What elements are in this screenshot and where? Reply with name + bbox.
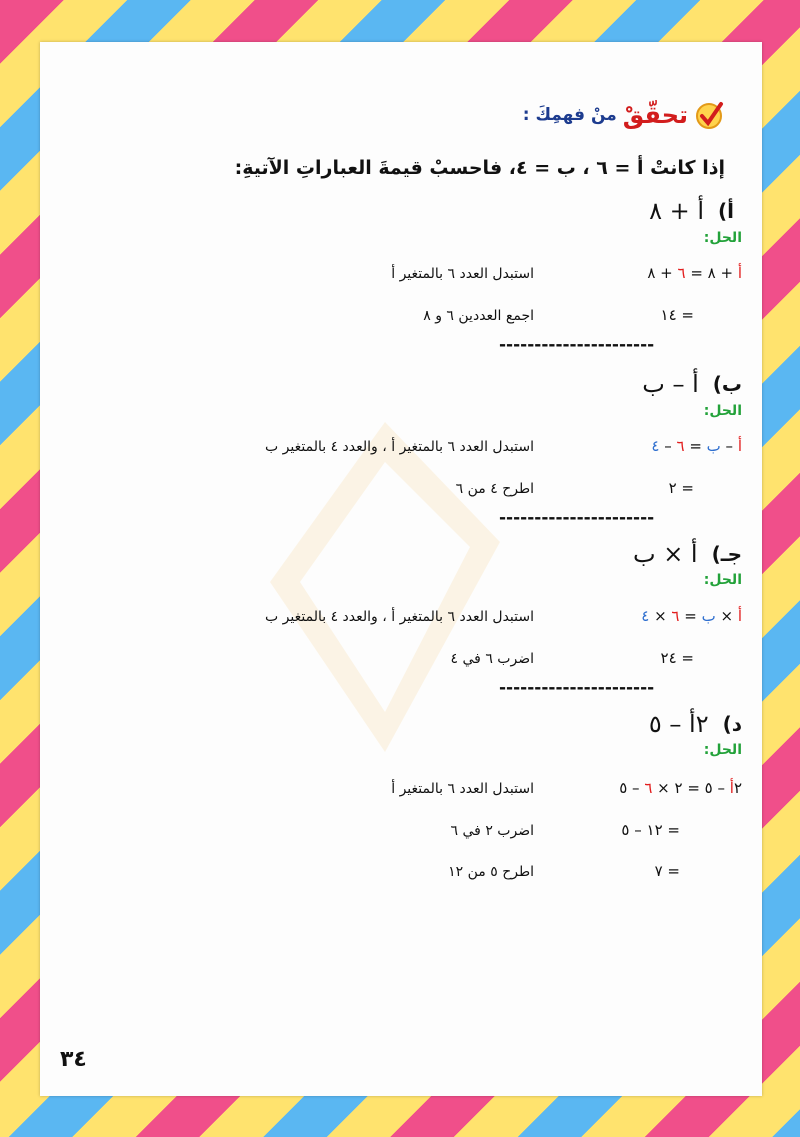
part-d-heading xyxy=(649,710,742,738)
part-label: أ) xyxy=(718,199,734,223)
checkmark-icon xyxy=(694,100,724,130)
eq-text: + ٨ = xyxy=(685,264,738,282)
solution-label: الحل: xyxy=(703,742,742,758)
eq-text: ٢ xyxy=(733,779,742,797)
variable-a: أ xyxy=(737,607,742,625)
variable-a: أ xyxy=(729,779,734,797)
part-a-heading xyxy=(649,197,734,225)
equation-line: = ١٤ xyxy=(660,306,694,324)
page-number: ٣٤ xyxy=(60,1047,87,1072)
header-subtitle: منْ فهمِكَ : xyxy=(522,105,617,125)
variable-a: أ xyxy=(737,437,742,455)
equation-line: = ٢٤ xyxy=(660,649,694,667)
part-expression: أ × ب xyxy=(632,540,698,568)
eq-text: = xyxy=(684,437,707,455)
variable-b: ب xyxy=(701,607,716,625)
book-watermark-icon xyxy=(270,422,500,752)
number-six: ٦ xyxy=(644,779,653,797)
step-description: استبدل العدد ٦ بالمتغير أ xyxy=(391,266,534,282)
equation-line: = ١٢ – ٥ xyxy=(621,821,680,839)
variable-b: ب xyxy=(706,437,721,455)
number-four: ٤ xyxy=(651,437,660,455)
part-c-heading xyxy=(633,540,742,568)
eq-text: – xyxy=(720,437,738,455)
number-six: ٦ xyxy=(676,437,685,455)
page-sheet xyxy=(40,42,762,1096)
part-label: د) xyxy=(722,712,742,736)
part-expression: أ + ٨ xyxy=(649,197,704,225)
equation-line: = ٧ xyxy=(654,862,680,880)
eq-text: = xyxy=(679,607,702,625)
header-title: تحقّقْ xyxy=(622,101,688,129)
question-text: إذا كانتْ أ = ٦ ، ب = ٤، فاحسبْ قيمةَ العباراتِ الآتيةِ: xyxy=(234,157,725,179)
eq-text: – ٥ = ٢ × xyxy=(652,779,730,797)
step-description: استبدل العدد ٦ بالمتغير أ xyxy=(391,781,534,797)
number-four: ٤ xyxy=(641,607,650,625)
eq-text: × xyxy=(715,607,738,625)
solution-label: الحل: xyxy=(703,230,742,246)
solution-label: الحل: xyxy=(703,572,742,588)
equation-line xyxy=(651,437,742,455)
eq-text: × xyxy=(649,607,672,625)
step-description: اطرح ٤ من ٦ xyxy=(455,481,534,497)
step-description: استبدل العدد ٦ بالمتغير أ ، والعدد ٤ بالمتغير ب xyxy=(265,439,534,455)
step-description: اضرب ٢ في ٦ xyxy=(450,823,534,839)
variable-a: أ xyxy=(737,264,742,282)
part-expression: أ – ب xyxy=(642,370,699,398)
section-header xyxy=(523,100,724,130)
step-description: اجمع العددين ٦ و ٨ xyxy=(423,308,534,324)
eq-text: – xyxy=(659,437,677,455)
solution-label: الحل: xyxy=(703,403,742,419)
eq-text: + ٨ xyxy=(647,264,678,282)
step-description: استبدل العدد ٦ بالمتغير أ ، والعدد ٤ بالمتغير ب xyxy=(265,609,534,625)
equation-line xyxy=(647,264,742,282)
part-label: ب) xyxy=(712,372,742,396)
separator-line: ---------------------- xyxy=(499,508,655,528)
part-b-heading xyxy=(642,370,742,398)
separator-line: ---------------------- xyxy=(499,678,655,698)
step-description: اطرح ٥ من ١٢ xyxy=(448,864,534,880)
part-label: جـ) xyxy=(711,542,742,566)
part-expression: ٢أ – ٥ xyxy=(648,710,709,738)
equation-line xyxy=(619,779,742,797)
number-six: ٦ xyxy=(671,607,680,625)
eq-text: – ٥ xyxy=(619,779,645,797)
separator-line: ---------------------- xyxy=(499,335,655,355)
step-description: اضرب ٦ في ٤ xyxy=(450,651,534,667)
equation-line xyxy=(641,607,742,625)
number-six: ٦ xyxy=(677,264,686,282)
equation-line: = ٢ xyxy=(668,479,694,497)
